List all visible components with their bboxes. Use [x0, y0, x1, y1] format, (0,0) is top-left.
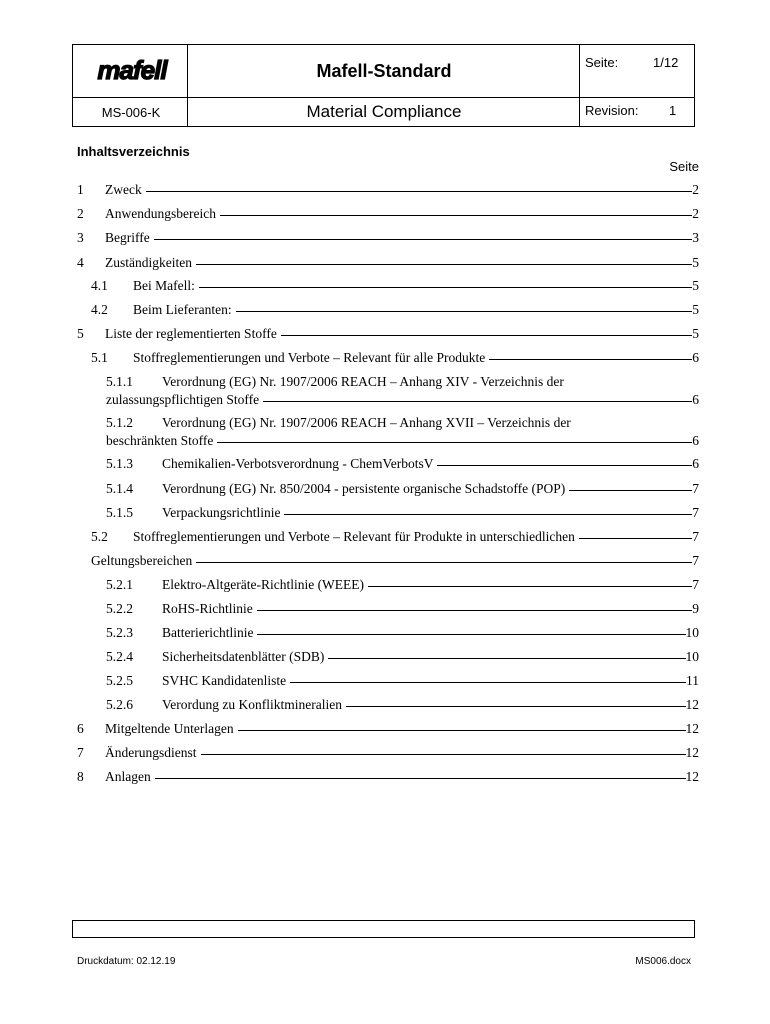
- toc-entry-title: Verordnung (EG) Nr. 1907/2006 REACH – Anhang XIV - Verzeichnis der: [162, 374, 564, 389]
- header-divider: [579, 45, 580, 126]
- revision-value: 1: [669, 103, 677, 118]
- toc-leader: [346, 706, 686, 707]
- toc-entry[interactable]: [106, 392, 699, 408]
- toc-leader: [155, 778, 686, 779]
- toc-entry[interactable]: [106, 697, 699, 713]
- toc-entry-page: 6: [692, 433, 699, 448]
- toc-entry-page: 12: [685, 769, 699, 784]
- toc-entry[interactable]: [91, 278, 699, 294]
- toc-entry-number: 5.2.1: [106, 577, 133, 592]
- toc-entry-title-cont: zulassungspflichtigen Stoffe: [106, 392, 260, 407]
- toc-entry-title: Beim Lieferanten:: [133, 302, 232, 317]
- document-number: MS-006-K: [101, 104, 161, 120]
- toc-entry[interactable]: [91, 302, 699, 318]
- toc-entry-page: 7: [692, 505, 699, 520]
- footer-box: [72, 920, 695, 938]
- toc-entry-title: RoHS-Richtlinie: [162, 601, 253, 616]
- toc-leader: [196, 264, 692, 265]
- toc-entry[interactable]: [77, 206, 699, 222]
- mafell-logo-text: mafell: [97, 57, 167, 85]
- toc-leader: [146, 191, 693, 192]
- toc-entry[interactable]: [106, 433, 699, 449]
- toc-entry-number: 5.2: [91, 529, 108, 544]
- toc-page-column-label: Seite: [669, 159, 699, 174]
- toc-entry[interactable]: [77, 745, 699, 761]
- toc-entry-page: 2: [692, 182, 699, 197]
- toc-entry-title: Verordnung (EG) Nr. 1907/2006 REACH – Anhang XVII – Verzeichnis der: [162, 415, 571, 430]
- toc-entry-title: Chemikalien-Verbotsverordnung - ChemVerbotsV: [162, 456, 434, 471]
- toc-leader: [569, 490, 692, 491]
- toc-leader: [263, 401, 692, 402]
- toc-entry-number: 5.1.5: [106, 505, 133, 520]
- toc-leader: [284, 514, 692, 515]
- toc-leader: [257, 610, 693, 611]
- toc-entry-title: Elektro-Altgeräte-Richtlinie (WEEE): [162, 577, 365, 592]
- toc-entry-page: 6: [692, 350, 699, 365]
- toc-entry-title: Stoffreglementierungen und Verbote – Relevant für Produkte in unterschiedlichen: [133, 529, 575, 544]
- toc-leader: [217, 442, 692, 443]
- toc-entry-number: 4.2: [91, 302, 108, 317]
- toc-entry-title: Liste der reglementierten Stoffe: [105, 326, 277, 341]
- toc-entry[interactable]: [77, 182, 699, 198]
- toc-heading: Inhaltsverzeichnis: [77, 144, 190, 159]
- mafell-logo: [77, 47, 187, 95]
- toc-leader: [437, 465, 692, 466]
- toc-entry-page: 5: [692, 302, 699, 317]
- toc-entry-title: Sicherheitsdatenblätter (SDB): [162, 649, 325, 664]
- toc-entry-number: 2: [77, 206, 84, 221]
- toc-entry-title: Änderungsdienst: [105, 745, 197, 760]
- toc-entry-page: 12: [685, 721, 699, 736]
- toc-entry-title: Verpackungsrichtlinie: [162, 505, 281, 520]
- mafell-logo-mark: [83, 57, 181, 85]
- toc-entry[interactable]: [106, 505, 699, 521]
- toc-entry[interactable]: [106, 601, 699, 617]
- toc-entry-number: 5.2.5: [106, 673, 133, 688]
- toc-entry[interactable]: [91, 553, 699, 569]
- toc-entry-page: 9: [692, 601, 699, 616]
- toc-entry-number: 5.2.6: [106, 697, 133, 712]
- toc-entry-page: 2: [692, 206, 699, 221]
- toc-entry-page: 5: [692, 326, 699, 341]
- toc-leader: [290, 682, 686, 683]
- toc-entry-page: 5: [692, 278, 699, 293]
- document-subtitle: Material Compliance: [306, 102, 462, 121]
- toc-entry-title: Bei Mafell:: [133, 278, 195, 293]
- toc-leader: [201, 754, 686, 755]
- toc-entry-page: 7: [692, 577, 699, 592]
- filename: MS006.docx: [635, 956, 691, 967]
- toc-leader: [579, 538, 692, 539]
- toc-entry[interactable]: [91, 529, 699, 545]
- toc-entry-page: 7: [692, 529, 699, 544]
- toc-entry-number: 5.2.4: [106, 649, 133, 664]
- toc-entry-page: 12: [685, 745, 699, 760]
- toc-entry[interactable]: [77, 721, 699, 737]
- toc-leader: [154, 239, 693, 240]
- toc-leader: [236, 311, 693, 312]
- toc-entry-title: Geltungsbereichen: [91, 553, 193, 568]
- toc-leader: [368, 586, 692, 587]
- toc-entry-number: 6: [77, 721, 84, 736]
- document-title: Mafell-Standard: [316, 60, 452, 81]
- toc-entry-title: Verordung zu Konfliktmineralien: [162, 697, 342, 712]
- toc-entry-number: 5.1: [91, 350, 108, 365]
- toc-entry-number: 5.1.1: [106, 374, 133, 389]
- toc-entry-number: 3: [77, 230, 84, 245]
- toc-leader: [196, 562, 692, 563]
- toc-entry-page: 3: [692, 230, 699, 245]
- toc-leader: [220, 215, 692, 216]
- toc-leader: [328, 658, 685, 659]
- revision-label: Revision:: [585, 103, 639, 118]
- toc-entry[interactable]: [106, 673, 699, 689]
- toc-entry-title: Anlagen: [105, 769, 151, 784]
- toc-entry-page: 12: [685, 697, 699, 712]
- toc-entry[interactable]: [77, 769, 699, 785]
- toc-entry-number: 5: [77, 326, 84, 341]
- toc-entry-number: 5.1.3: [106, 456, 133, 471]
- toc-entry-number: 5.1.2: [106, 415, 133, 430]
- toc-entry-page: 6: [692, 392, 699, 407]
- toc-entry-page: 7: [692, 481, 699, 496]
- toc-entry[interactable]: [106, 481, 699, 497]
- toc-entry[interactable]: [106, 577, 699, 593]
- toc-entry-page: 5: [692, 255, 699, 270]
- toc-entry-page: 11: [686, 673, 699, 688]
- toc-entry-title: Stoffreglementierungen und Verbote – Relevant für alle Produkte: [133, 350, 486, 365]
- toc-entry-number: 5.2.2: [106, 601, 133, 616]
- toc-entry-title: Anwendungsbereich: [105, 206, 216, 221]
- toc-entry-title: SVHC Kandidatenliste: [162, 673, 287, 688]
- toc-entry-title: Mitgeltende Unterlagen: [105, 721, 234, 736]
- page-label: Seite:: [585, 55, 619, 70]
- toc-entry-line1[interactable]: [106, 374, 699, 390]
- toc-entry[interactable]: [77, 230, 699, 246]
- toc-entry[interactable]: [77, 326, 699, 342]
- toc-leader: [489, 359, 692, 360]
- toc-entry-number: 8: [77, 769, 84, 784]
- toc-entry-number: 4: [77, 255, 84, 270]
- toc-entry-number: 4.1: [91, 278, 108, 293]
- toc-entry-page: 7: [692, 553, 699, 568]
- toc-entry-page: 6: [692, 456, 699, 471]
- page-value: 1/12: [653, 55, 679, 70]
- toc-entry-title: Zweck: [105, 182, 142, 197]
- toc-entry-number: 7: [77, 745, 84, 760]
- toc-entry[interactable]: [77, 255, 699, 271]
- toc-entry-page: 10: [685, 625, 699, 640]
- toc-entry-number: 5.1.4: [106, 481, 133, 496]
- toc-entry[interactable]: [106, 456, 699, 472]
- toc-entry-title: Verordnung (EG) Nr. 850/2004 - persistente organische Schadstoffe (POP): [162, 481, 566, 496]
- toc-leader: [199, 287, 692, 288]
- toc-entry-title: Zuständigkeiten: [105, 255, 192, 270]
- toc-leader: [281, 335, 692, 336]
- toc-entry[interactable]: [91, 350, 699, 366]
- toc-entry[interactable]: [106, 625, 699, 641]
- toc-entry-line1[interactable]: [106, 415, 699, 431]
- toc-entry-title: Begriffe: [105, 230, 150, 245]
- toc-leader: [238, 730, 686, 731]
- toc-entry-title: Batterierichtlinie: [162, 625, 254, 640]
- toc-entry-title-cont: beschränkten Stoffe: [106, 433, 214, 448]
- document-header: [72, 44, 695, 127]
- toc-entry[interactable]: [106, 649, 699, 665]
- toc-leader: [257, 634, 685, 635]
- toc-entry-number: 1: [77, 182, 84, 197]
- print-date: Druckdatum: 02.12.19: [77, 956, 176, 967]
- toc-entry-page: 10: [685, 649, 699, 664]
- toc-entry-number: 5.2.3: [106, 625, 133, 640]
